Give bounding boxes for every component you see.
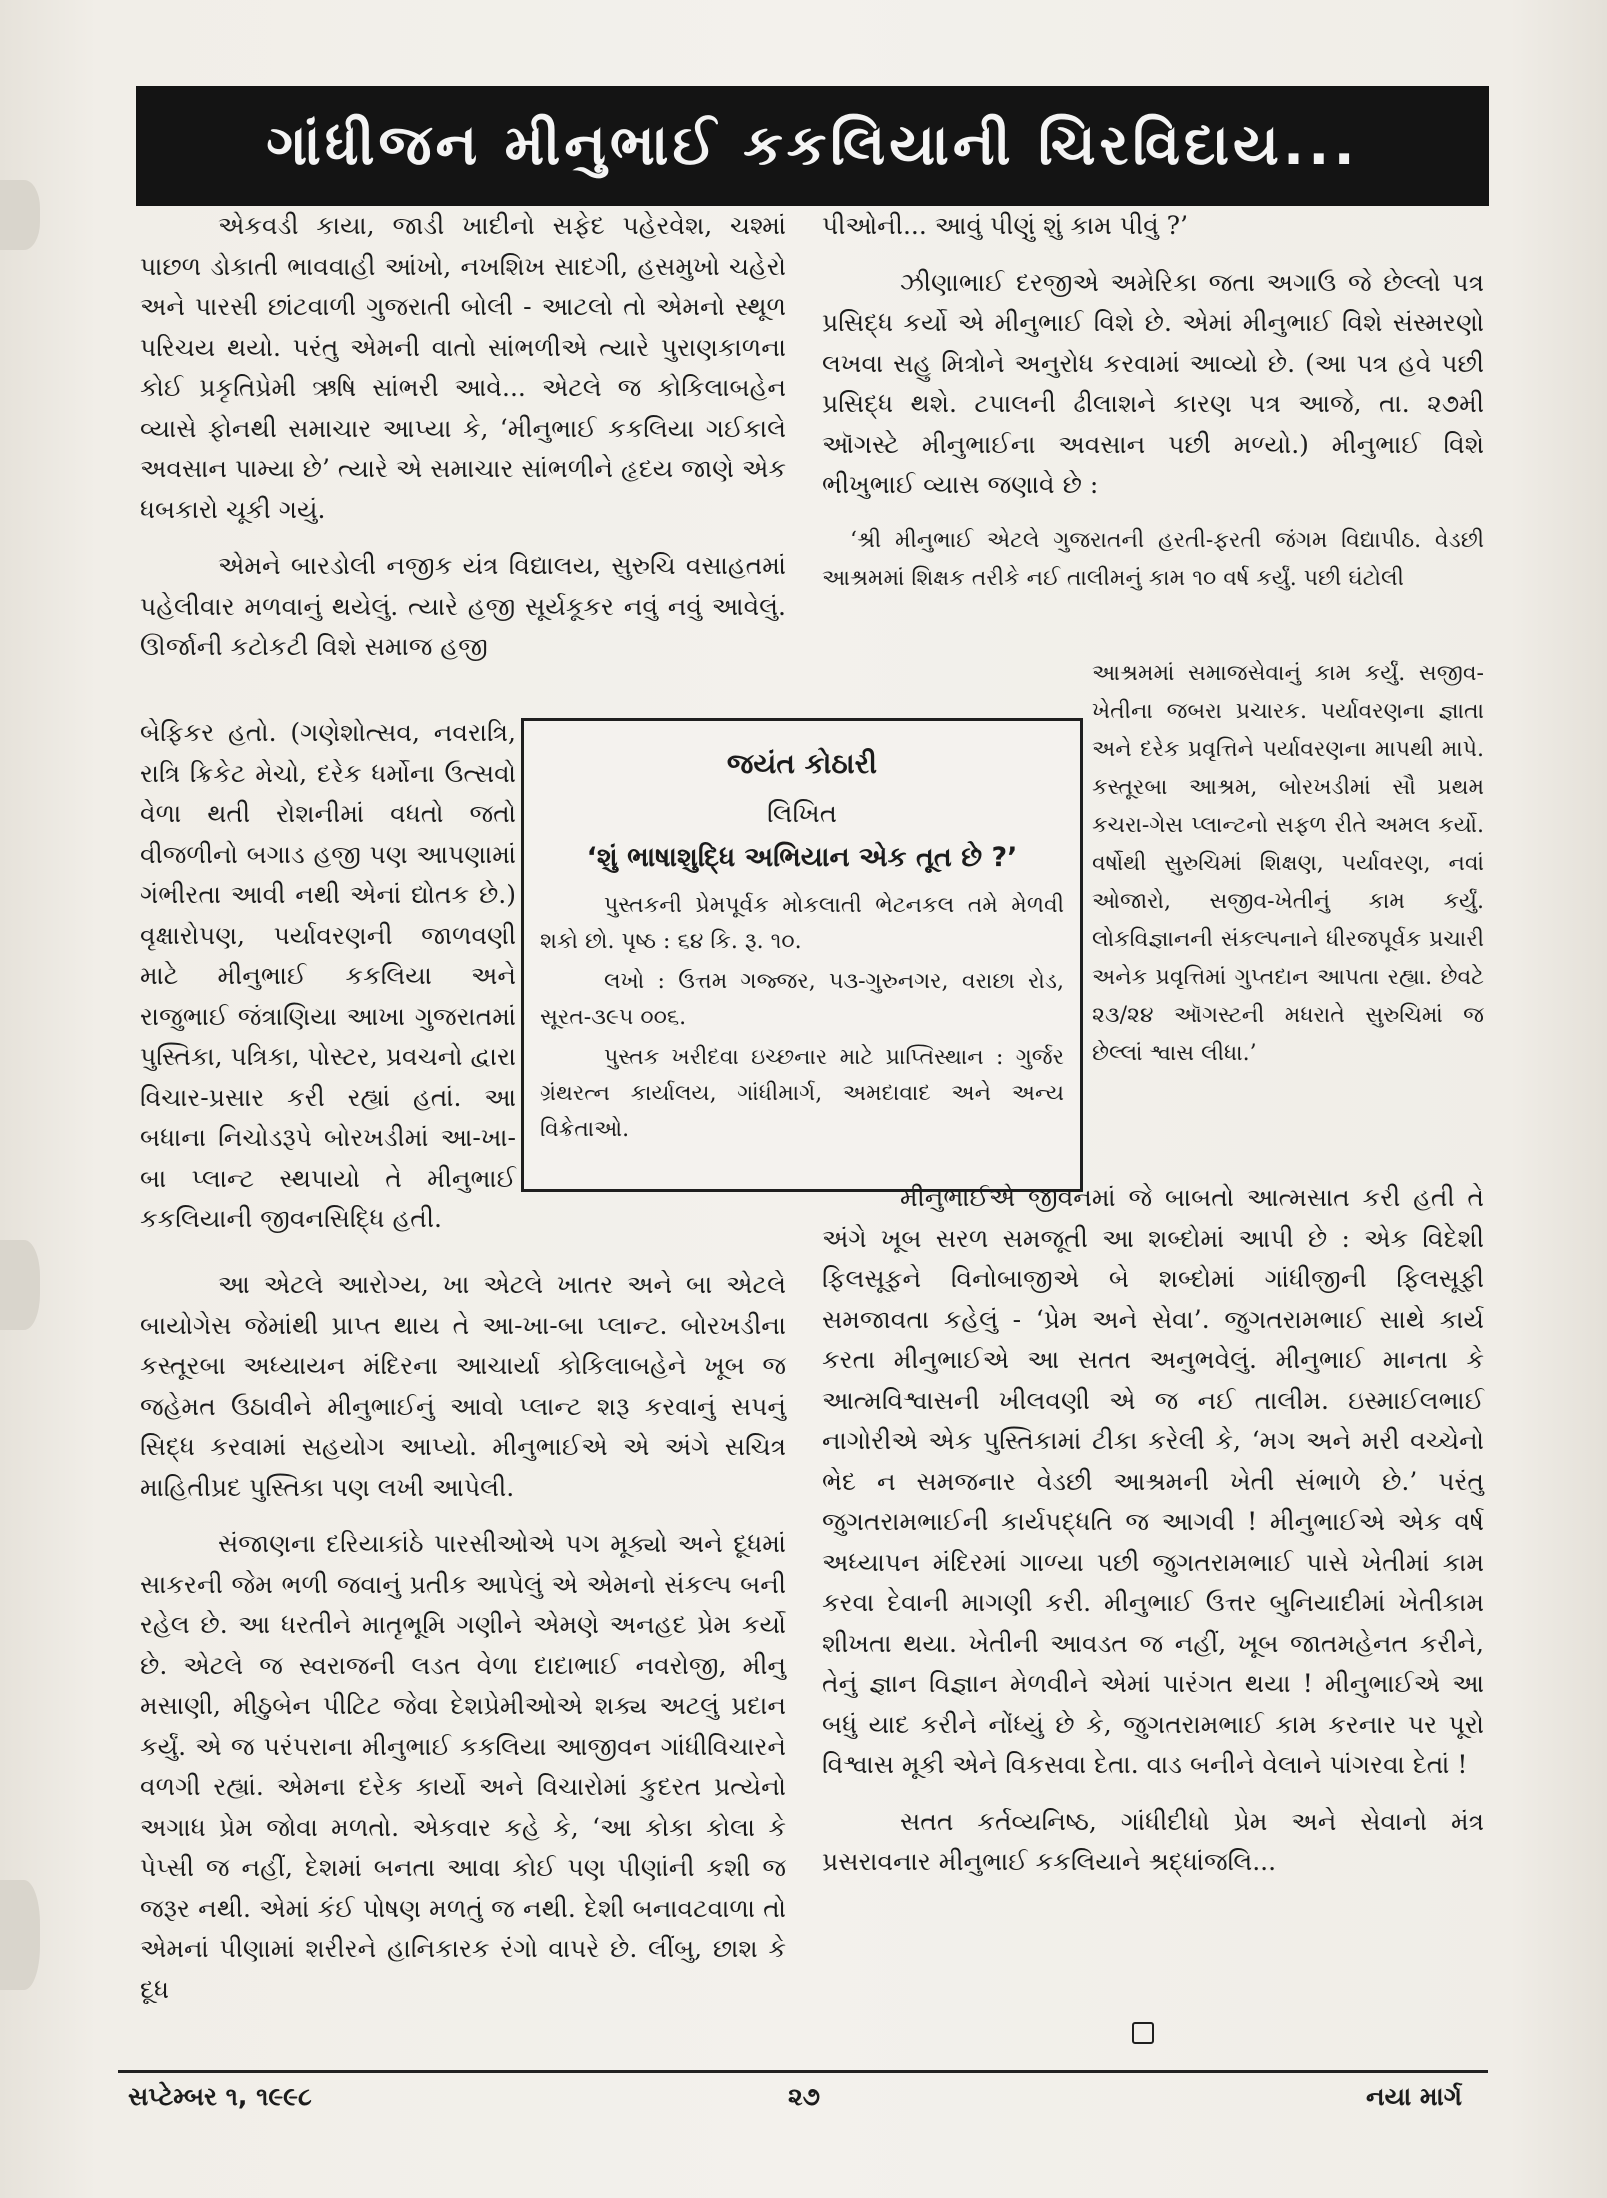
right-column-wrap (1092, 655, 1484, 1089)
paragraph: બેફિકર હતો. (ગણેશોત્સવ, નવરાત્રિ, રાત્રિ ક્રિકેટ મેચો, દરેક ધર્મોના ઉત્સવો વેળા થતી રોશનીમાં વધતો જતો વીજળીનો બગાડ હજી પણ આપણામાં ગંભીરતા આવી નથી એનાં દ્યોતક છે.) વૃક્ષારોપણ, પર્યાવરણની જાળવણી માટે મીનુભાઈ કકલિયા અને રાજુભાઈ જંત્રાણિયા આખા ગુજરાતમાં પુસ્તિકા, પત્રિકા, પોસ્ટર, પ્રવચનો દ્વારા વિચાર-પ્રસાર કરી રહ્યાં હતાં. આ બધાના નિચોડરૂપે બોરખડીમાં આ-ખા-બા પ્લાન્ટ સ્થપાયો તે મીનુભાઈ કકલિયાની જીવનસિદ્ધિ હતી. (140, 718, 516, 1233)
end-of-article-mark (1132, 2022, 1154, 2044)
article-headline: ગાંધીજન મીનુભાઈ કકલિયાની ચિરવિદાય... (136, 86, 1489, 206)
right-column-bottom (822, 1178, 1484, 1899)
quote-paragraph: આશ્રમમાં સમાજસેવાનું કામ કર્યું. સજીવ-ખેતીના જબરા પ્રચારક. પર્યાવરણના જ્ઞાતા અને દરેક પ્રવૃત્તિને પર્યાવરણના માપથી માપે. કસ્તૂરબા આશ્રમ, બોરખડીમાં સૌ પ્રથમ કચરા-ગેસ પ્લાન્ટનો સફળ રીતે અમલ કર્યો. વર્ષોથી સુરુચિમાં શિક્ષણ, પર્યાવરણ, નવાં ઓજારો, સજીવ-ખેતીનું કામ કર્યું. લોકવિજ્ઞાનની સંકલ્પનાને ધીરજપૂર્વક પ્રચારી અનેક પ્રવૃત્તિમાં ગુપ્તદાન આપતા રહ્યા. છેવટે ૨૩/૨૪ ઑગસ્ટની મધરાતે સુરુચિમાં જ છેલ્લાં શ્વાસ લીધા.’ (1092, 661, 1484, 1066)
paragraph: પીઓની... આવું પીણું શું કામ પીવું ?’ (822, 211, 1189, 240)
page-number: ૨૭ (788, 2082, 821, 2111)
book-contact-text: લખો : ઉત્તમ ગજ્જર, ૫૩-ગુરુનગર, વરાછા રોડ, સૂરત-૩૯૫ ૦૦૬. (540, 969, 1064, 1030)
left-column-top (140, 206, 786, 684)
magazine-name: નયા માર્ગ (1366, 2082, 1462, 2111)
book-title: ‘શું ભાષાશુદ્ધિ અભિયાન એક તૂત છે ?’ (586, 842, 1018, 873)
paragraph: મીનુભાઈએ જીવનમાં જે બાબતો આત્મસાત કરી હતી તે અંગે ખૂબ સરળ સમજૂતી આ શબ્દોમાં આપી છે : એક વિદેશી ફિલસૂફને વિનોબાજીએ બે શબ્દોમાં ગાંધીજીની ફિલસૂફી સમજાવતા કહેલું - ‘પ્રેમ અને સેવા’. જુગતરામભાઈ સાથે કાર્ય કરતા મીનુભાઈએ આ સતત અનુભવેલું. મીનુભાઈ માનતા કે આત્મવિશ્વાસની ખીલવણી એ જ નઈ તાલીમ. ઇસ્માઈલભાઈ નાગોરીએ એક પુસ્તિકામાં ટીકા કરેલી કે, ‘મગ અને મરી વચ્ચેનો ભેદ ન સમજનાર વેડછી આશ્રમની ખેતી સંભાળે છે.’ પરંતુ જુગતરામભાઈની કાર્યપદ્ધતિ જ આગવી ! મીનુભાઈએ એક વર્ષ અધ્યાપન મંદિરમાં ગાળ્યા પછી જુગતરામભાઈ પાસે ખેતીમાં કામ કરવા દેવાની માગણી કરી. મીનુભાઈ ઉત્તર બુનિયાદીમાં ખેતીકામ શીખતા થયા. ખેતીની આવડત જ નહીં, ખૂબ જાતમહેનત કરીને, તેનું જ્ઞાન વિજ્ઞાન મેળવીને એમાં પારંગત થયા ! મીનુભાઈએ આ બધું યાદ કરીને નોંધ્યું છે કે, જુગતરામભાઈ કામ કરનાર પર પૂરો વિશ્વાસ મૂકી એને વિકસવા દેતા. વાડ બનીને વેલાને પાંગરવા દેતાં ! (822, 1183, 1484, 1779)
torn-edge (0, 1240, 40, 1330)
quote-paragraph: ‘શ્રી મીનુભાઈ એટલે ગુજરાતની હરતી-ફરતી જંગમ વિદ્યાપીઠ. વેડછી આશ્રમમાં શિક્ષક તરીકે નઈ તાલીમનું કામ ૧૦ વર્ષ કર્યું. પછી ઘંટોલી (822, 527, 1484, 591)
book-author: જયંત કોઠારી (726, 747, 878, 780)
paragraph: એમને બારડોલી નજીક યંત્ર વિદ્યાલય, સુરુચિ વસાહતમાં પહેલીવાર મળવાનું થયેલું. ત્યારે હજી સૂર્યકૂકર નવું નવું આવેલું. ઊર્જાની કટોકટી વિશે સમાજ હજી (140, 551, 786, 661)
torn-edge (0, 180, 40, 250)
book-availability-text: પુસ્તક ખરીદવા ઇચ્છનાર માટે પ્રાપ્તિસ્થાન : ગુર્જર ગ્રંથરત્ન કાર્યાલય, ગાંધીમાર્ગ, અમદાવાદ અને અન્ય વિક્રેતાઓ. (540, 1045, 1064, 1142)
book-advert-box (521, 718, 1083, 1192)
right-column-top (822, 206, 1484, 614)
paragraph: સંજાણના દરિયાકાંઠે પારસીઓએ પગ મૂક્યો અને દૂધમાં સાકરની જેમ ભળી જવાનું પ્રતીક આપેલું એ એમનો સંકલ્પ બની રહેલ છે. આ ધરતીને માતૃભૂમિ ગણીને એમણે અનહદ પ્રેમ કર્યો છે. એટલે જ સ્વરાજની લડત વેળા દાદાભાઈ નવરોજી, મીનુ મસાણી, મીઠુબેન પીટિટ જેવા દેશપ્રેમીઓએ શક્ય અટલું પ્રદાન કર્યું. એ જ પરંપરાના મીનુભાઈ કકલિયા આજીવન ગાંધીવિચારને વળગી રહ્યાં. એમના દરેક કાર્યો અને વિચારોમાં કુદરત પ્રત્યેનો અગાધ પ્રેમ જોવા મળતો. એકવાર કહે કે, ‘આ કોકા કોલા કે પેપ્સી જ નહીં, દેશમાં બનતા આવા કોઈ પણ પીણાંની કશી જ જરૂર નથી. એમાં કંઈ પોષણ મળતું જ નથી. દેશી બનાવટવાળા તો એમનાં પીણામાં શરીરને હાનિકારક રંગો વાપરે છે. લીંબુ, છાશ કે દૂધ (140, 1529, 786, 2004)
left-column-bottom (140, 1265, 786, 2026)
torn-edge (0, 1880, 40, 1990)
paragraph: એકવડી કાયા, જાડી ખાદીનો સફેદ પહેરવેશ, ચશ્માં પાછળ ડોકાતી ભાવવાહી આંખો, નખશિખ સાદગી, હસમુખો ચહેરો અને પારસી છાંટવાળી ગુજરાતી બોલી - આટલો તો એમનો સ્થૂળ પરિચય થયો. પરંતુ એમની વાતો સાંભળીએ ત્યારે પુરાણકાળના કોઈ પ્રકૃતિપ્રેમી ઋષિ સાંભરી આવે... એટલે જ કોકિલાબહેન વ્યાસે ફોનથી સમાચાર આપ્યા કે, ‘મીનુભાઈ કકલિયા ગઈકાલે અવસાન પામ્યા છે’ ત્યારે એ સમાચાર સાંભળીને હૃદય જાણે એક ધબકારો ચૂકી ગયું. (140, 211, 786, 524)
paragraph: ઝીણાભાઈ દરજીએ અમેરિકા જતા અગાઉ જે છેલ્લો પત્ર પ્રસિદ્ધ કર્યો એ મીનુભાઈ વિશે છે. એમાં મીનુભાઈ વિશે સંસ્મરણો લખવા સહુ મિત્રોને અનુરોધ કરવામાં આવ્યો છે. (આ પત્ર હવે પછી પ્રસિદ્ધ થશે. ટપાલની ઢીલાશને કારણ પત્ર આજે, તા. ૨૭મી ઑગસ્ટે મીનુભાઈના અવસાન પછી મળ્યો.) મીનુભાઈ વિશે ભીખુભાઈ વ્યાસ જણાવે છે : (822, 267, 1484, 499)
book-written-label: લિખિત (766, 799, 838, 829)
book-offer-text: પુસ્તકની પ્રેમપૂર્વક મોકલાતી ભેટનકલ તમે મેળવી શકો છો. પૃષ્ઠ : ૬૪ કિ. રૂ. ૧૦. (540, 893, 1064, 954)
paragraph: સતત કર્તવ્યનિષ્ઠ, ગાંધીદીધો પ્રેમ અને સેવાનો મંત્ર પ્રસરાવનાર મીનુભાઈ કકલિયાને શ્રદ્ધાંજલિ... (822, 1806, 1484, 1876)
footer-date: સપ્ટેમ્બર ૧, ૧૯૯૮ (128, 2082, 312, 2111)
footer-divider (118, 2070, 1488, 2073)
paragraph: આ એટલે આરોગ્ય, ખા એટલે ખાતર અને બા એટલે બાયોગેસ જેમાંથી પ્રાપ્ત થાય તે આ-ખા-બા પ્લાન્ટ. બોરખડીના કસ્તૂરબા અધ્યાયન મંદિરના આચાર્યા કોકિલાબહેને ખૂબ જ જહેમત ઉઠાવીને મીનુભાઈનું આવો પ્લાન્ટ શરૂ કરવાનું સપનું સિદ્ધ કરવામાં સહયોગ આપ્યો. મીનુભાઈએ એ અંગે સચિત્ર માહિતીપ્રદ પુસ્તિકા પણ લખી આપેલી. (140, 1270, 786, 1502)
left-column-wrap (140, 713, 516, 1256)
